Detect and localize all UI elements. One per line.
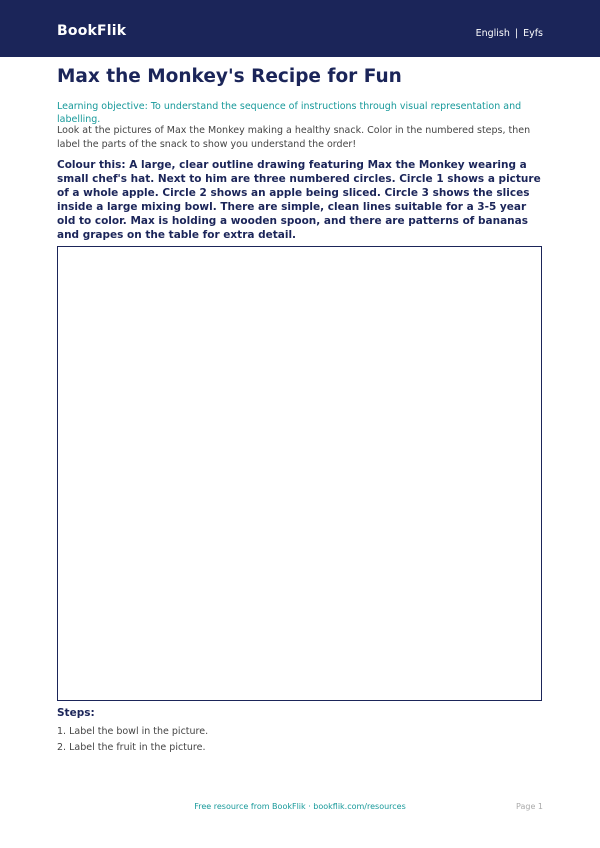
footer-credit[interactable]: Free resource from BookFlik · bookflik.com/resources xyxy=(194,802,406,811)
page-title: Max the Monkey's Recipe for Fun xyxy=(57,66,402,87)
separator: | xyxy=(514,28,519,39)
page-number: Page 1 xyxy=(516,802,543,811)
header-bar xyxy=(0,0,600,57)
intro-text: Look at the pictures of Max the Monkey making a healthy snack. Color in the numbered steps, then label the parts of the snack to show you understand the order! xyxy=(57,125,531,150)
level-label: Eyfs xyxy=(523,28,543,39)
steps-heading: Steps: xyxy=(57,707,95,719)
brand-logo[interactable]: BookFlik xyxy=(57,23,127,39)
colour-prompt: Colour this: A large, clear outline drawing featuring Max the Monkey wearing a small chef's hat. Next to him are three numbered circles. Circle 1 shows a picture of a whole apple. Circle 2 shows an apple being sliced. Circle 3 shows the slices inside a large mixing bowl. There are simple, clean lines suitable for a 3-5 year old to color. Max is holding a wooden spoon, and there are patterns of bananas and grapes on the table for extra detail. xyxy=(57,159,541,241)
step-item: 2. Label the fruit in the picture. xyxy=(57,742,206,753)
learning-objective: Learning objective: To understand the sequence of instructions through visual representation and labelling. xyxy=(57,101,522,125)
steps-list xyxy=(57,724,208,756)
language-label: English xyxy=(475,28,510,39)
language-level-indicator xyxy=(476,28,543,39)
step-item: 1. Label the bowl in the picture. xyxy=(57,726,209,737)
colouring-frame xyxy=(57,246,542,701)
